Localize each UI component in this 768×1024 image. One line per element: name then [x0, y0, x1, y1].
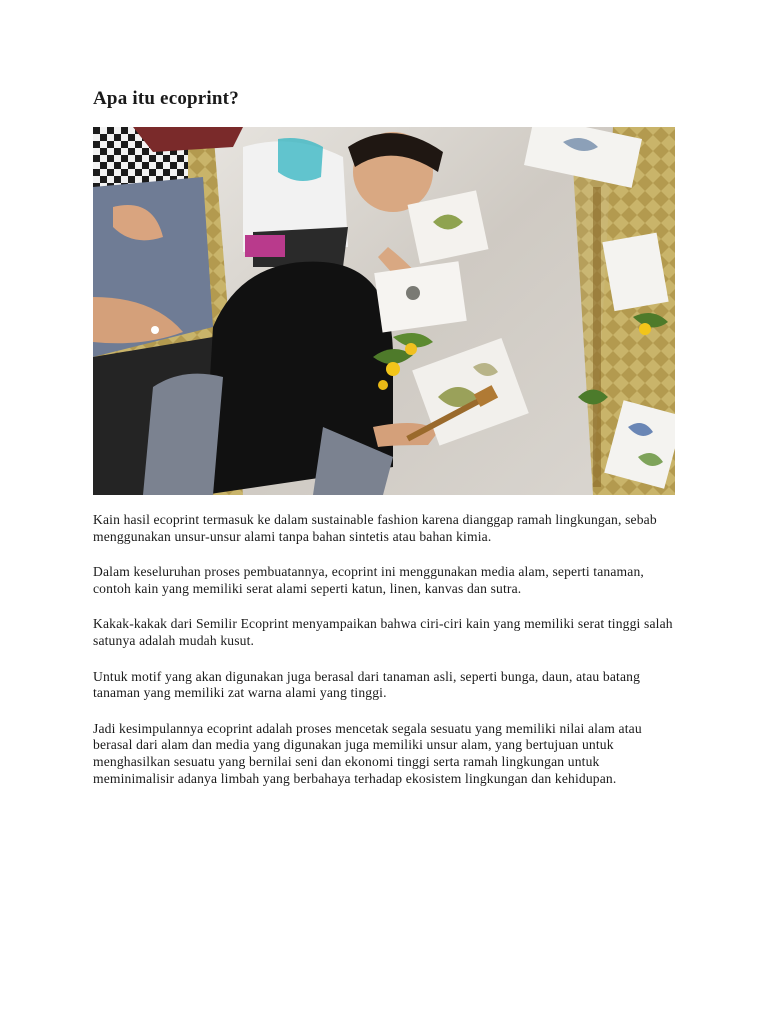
tote-bag: [374, 261, 467, 332]
paragraph: Untuk motif yang akan digunakan juga berasal dari tanaman asli, seperti bunga, daun, atau batang tanaman yang memiliki zat warna alami yang tinggi.: [93, 668, 641, 701]
paragraph: Dalam keseluruhan proses pembuatannya, ecoprint ini menggunakan media alam, seperti tanaman, contoh kain yang memiliki serat alami seperti katun, linen, kanvas dan sutra.: [93, 564, 644, 596]
ecoprint-activity-photo: [93, 127, 675, 495]
article-title: Apa itu ecoprint?: [93, 88, 239, 109]
photo-illustration: [93, 127, 675, 495]
paragraph: Kain hasil ecoprint termasuk ke dalam sustainable fashion karena dianggap ramah lingkungan, sebab menggunakan unsur-unsur alami tanpa bahan sintetis atau bahan kimia.: [93, 512, 657, 544]
paragraph: Kakak-kakak dari Semilir Ecoprint menyampaikan bahwa ciri-ciri kain yang memiliki serat tinggi salah satunya adalah mudah kusut.: [93, 616, 673, 648]
paragraph: Jadi kesimpulannya ecoprint adalah proses mencetak segala sesuatu yang memiliki nilai alam atau berasal dari alam dan media yang digunakan juga memiliki unsur alam, yang bertujuan untuk menghasilkan sesuatu yang bernilai seni dan ekonomi tinggi serta ramah lingkungan untuk meminimalisir adanya limbah yang berbahaya terhadap ekosistem lingkungan dan kehidupan.: [93, 720, 642, 786]
article-body: [93, 512, 678, 806]
